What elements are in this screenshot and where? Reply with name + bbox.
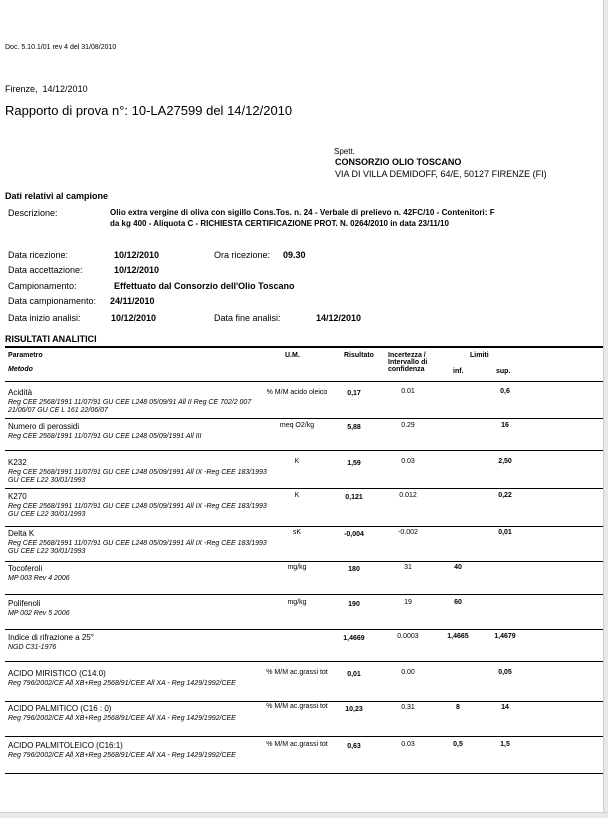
issue-date: 14/12/2010 [42,84,88,94]
uncertainty-value: 0.31 [401,704,415,711]
description-line-2: da kg 400 - Aliquota C - RICHIESTA CERTIFICAZIONE PROT. N. 0264/2010 in data 23/11/10 [110,219,449,228]
limit-inf: 1,4665 [447,633,469,640]
parameter-name: Numero di perossidi [8,422,80,431]
sample-section-title: Dati relativi al campione [5,191,109,201]
uncertainty-value: 0.0003 [397,633,419,640]
row-divider [5,450,603,451]
parameter-name: Tocoferoli [8,564,43,573]
limit-sup: 16 [501,422,509,429]
unit-of-measure: mg/kg [287,599,307,606]
result-value: 0,17 [347,390,361,397]
method-reference: Reg CEE 2568/1991 11/07/91 GU CEE L248 05/09/1991 All III [8,433,202,440]
limit-sup: 2,50 [498,458,512,465]
unit-of-measure: % M/M ac.grassi tot [266,703,328,710]
row-divider [5,594,603,595]
row-divider [5,773,603,774]
report-prefix: Rapporto di prova n°: [5,103,128,118]
parameter-name: Acidità [8,388,33,397]
parameter-name: Indice di rifrazione a 25° [8,633,94,642]
report-number: 10-LA27599 [131,103,203,118]
fine-value: 14/12/2010 [316,313,362,323]
limit-inf: 8 [456,704,460,711]
result-value: 180 [348,566,360,573]
result-value: 1,59 [347,460,361,467]
parameter-name: ACIDO PALMITICO (C16 : 0) [8,704,112,713]
uncertainty-value: 0.00 [401,669,415,676]
limit-sup: 0,05 [498,669,512,676]
unit-of-measure: K [294,492,300,499]
unit-of-measure: K [294,458,300,465]
uncertainty-value: 0.29 [401,422,415,429]
header-um: U.M. [285,352,300,359]
data-campionamento-value: 24/11/2010 [110,296,155,306]
fine-label: Data fine analisi: [214,313,281,323]
method-reference: Reg CEE 2568/1991 11/07/91 GU CEE L248 05/09/91 All II Reg CE 702/2 007 21/06/07 GU CE L 161 22/06/07 [8,399,252,414]
method-reference: Reg CEE 2568/1991 11/07/91 GU CEE L248 05/09/1991 All IX -Reg CEE 183/1993 GU CEE L22 30/01/1993 [8,503,267,518]
campionamento-value: Effettuato dal Consorzio dell'Olio Toscano [114,281,295,291]
report-date: 14/12/2010 [227,103,293,118]
report-title [5,103,292,118]
header-parametro: Parametro [8,352,43,359]
unit-of-measure: meq O2/kg [279,422,315,429]
row-divider [5,561,603,562]
results-title: RISULTATI ANALITICI [5,334,97,344]
unit-of-measure: % M/M ac.grassi tot [266,741,328,748]
limit-sup: 1,5 [500,741,510,748]
ora-label: Ora ricezione: [214,250,271,260]
method-reference: NGD C31-1976 [8,644,57,651]
row-divider [5,526,603,527]
method-reference: MP 002 Rev 5 2006 [8,610,70,617]
header-incertezza [388,352,427,373]
method-reference: Reg 796/2002/CE All XB+Reg 2568/91/CEE All XA - Reg 1429/1992/CEE [8,680,236,687]
limit-inf: 60 [454,599,462,606]
limit-sup: 0,01 [498,529,512,536]
parameter-name: Polifenoli [8,599,41,608]
description-line-1: Olio extra vergine di oliva con sigillo Cons.Tos. n. 24 - Verbale di prelievo n. 42FC/10 - Contenitori: F [110,208,495,217]
campionamento-label: Campionamento: [8,281,77,291]
results-top-rule [5,346,603,348]
unit-of-measure: % M/M ac.grassi tot [266,669,328,676]
document-reference: Doc. 5.10.1/01 rev 4 del 31/08/2010 [5,44,117,51]
uncertainty-value: -0.002 [398,529,418,536]
data-campionamento-label: Data campionamento: [8,296,97,306]
header-incertezza-3: confidenza [388,366,425,373]
place: Firenze, [5,84,38,94]
inizio-label: Data inizio analisi: [8,313,81,323]
row-divider [5,629,603,630]
ora-value: 09.30 [283,250,306,260]
uncertainty-value: 31 [404,564,412,571]
accettazione-label: Data accettazione: [8,265,83,275]
page-border-bottom [0,812,608,818]
parameter-name: ACIDO PALMITOLEICO (C16:1) [8,741,123,750]
inizio-value: 10/12/2010 [111,313,157,323]
uncertainty-value: 0.03 [401,458,415,465]
recipient-salutation: Spett. [334,147,355,156]
header-inf: inf. [453,368,464,375]
method-reference: MP 003 Rev 4 2006 [8,575,70,582]
recipient-address: VIA DI VILLA DEMIDOFF, 64/E, 50127 FIRENZE (FI) [335,169,547,179]
result-value: 0,63 [347,743,361,750]
method-reference: Reg 796/2002/CE All XB+Reg 2568/91/CEE All XA - Reg 1429/1992/CEE [8,715,236,722]
result-value: 0,121 [345,494,363,501]
result-value: 1,4669 [343,635,365,642]
header-sup: sup. [496,368,511,375]
parameter-name: Delta K [8,529,35,538]
row-divider [5,701,603,702]
accettazione-value: 10/12/2010 [114,265,160,275]
limit-inf: 40 [454,564,462,571]
header-limiti: Limiti [470,352,489,359]
ricezione-label: Data ricezione: [8,250,69,260]
result-value: 5,88 [347,424,361,431]
description-label: Descrizione: [8,208,58,218]
method-reference: Reg 796/2002/CE All XB+Reg 2568/91/CEE All XA - Reg 1429/1992/CEE [8,752,236,759]
unit-of-measure: mg/kg [287,564,307,571]
result-value: 0,01 [347,671,361,678]
header-metodo: Metodo [8,366,33,373]
uncertainty-value: 19 [404,599,412,606]
limit-sup: 0,22 [498,492,512,499]
result-value: 10,23 [345,706,363,713]
ricezione-value: 10/12/2010 [114,250,160,260]
row-divider [5,661,603,662]
header-incertezza-2: Intervallo di [388,359,428,366]
row-divider [5,418,603,419]
method-reference: Reg CEE 2568/1991 11/07/91 GU CEE L248 05/09/1991 All IX -Reg CEE 183/1993 GU CEE L22 30/01/1993 [8,469,267,484]
limit-sup: 0,6 [500,388,510,395]
method-reference: Reg CEE 2568/1991 11/07/91 GU CEE L248 05/09/1991 All IX -Reg CEE 183/1993 GU CEE L22 30/01/1993 [8,540,267,555]
parameter-name: K270 [8,492,27,501]
uncertainty-value: 0.01 [401,388,415,395]
result-value: 190 [348,601,360,608]
header-bottom-rule [5,381,603,382]
limit-sup: 1,4679 [494,633,516,640]
result-value: -0,004 [344,531,364,538]
row-divider [5,736,603,737]
uncertainty-value: 0.012 [399,492,417,499]
page-border-right [603,0,608,818]
recipient-name: CONSORZIO OLIO TOSCANO [335,157,462,167]
uncertainty-value: 0.03 [401,741,415,748]
unit-of-measure: sK [292,529,302,536]
parameter-name: K232 [8,458,27,467]
header-risultato: Risultato [344,352,374,359]
limit-inf: 0,5 [453,741,463,748]
parameter-name: ACIDO MIRISTICO (C14.0) [8,669,106,678]
limit-sup: 14 [501,704,509,711]
report-del: del [206,103,224,118]
row-divider [5,488,603,489]
header-incertezza-1: Incertezza / [388,352,426,359]
place-date [5,84,88,94]
unit-of-measure: % M/M acido oleico [266,389,328,396]
